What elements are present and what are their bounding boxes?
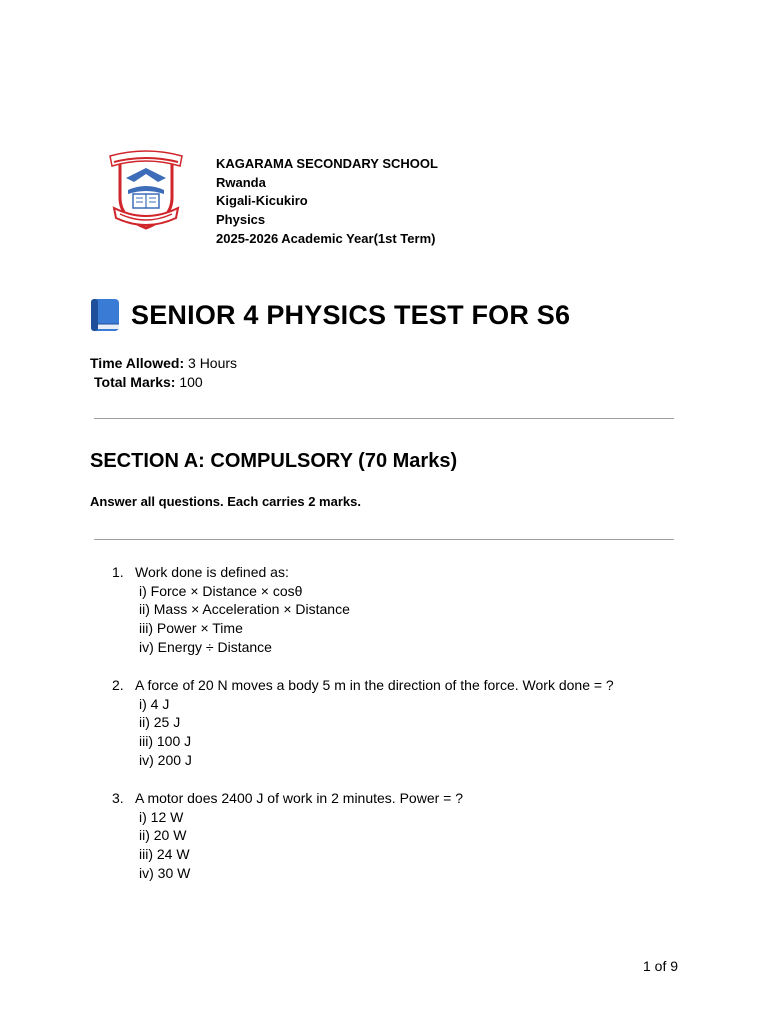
section-instructions: Answer all questions. Each carries 2 marks. bbox=[90, 494, 361, 509]
page-number: 1 of 9 bbox=[643, 958, 679, 974]
option: ii) Mass × Acceleration × Distance bbox=[139, 601, 350, 618]
option: iv) 30 W bbox=[139, 864, 191, 881]
marks-label: Total Marks: bbox=[94, 374, 176, 390]
question-text: A force of 20 N moves a body 5 m in the direction of the force. Work done = ? bbox=[135, 677, 614, 694]
question-1 bbox=[112, 563, 614, 657]
question-text: Work done is defined as: bbox=[135, 564, 289, 580]
question-number: 2. bbox=[112, 677, 124, 694]
option: i) 4 J bbox=[139, 695, 170, 712]
title-text: SENIOR 4 PHYSICS TEST FOR S6 bbox=[131, 299, 571, 330]
question-number: 3. bbox=[112, 790, 124, 807]
divider bbox=[94, 418, 674, 419]
total-marks bbox=[90, 373, 237, 392]
question-list bbox=[112, 563, 614, 902]
option: ii) 25 J bbox=[139, 714, 181, 731]
option: i) Force × Distance × cosθ bbox=[139, 582, 303, 599]
question-options bbox=[139, 695, 614, 770]
time-value: 3 Hours bbox=[184, 355, 238, 371]
blue-book-icon bbox=[89, 298, 121, 332]
school-subject: Physics bbox=[216, 212, 266, 228]
option: iv) Energy ÷ Distance bbox=[139, 638, 272, 655]
option: iv) 200 J bbox=[139, 751, 192, 768]
option: iii) 100 J bbox=[139, 733, 192, 750]
divider bbox=[94, 539, 674, 540]
option: iii) 24 W bbox=[139, 846, 190, 863]
question-text: A motor does 2400 J of work in 2 minutes. Power = ? bbox=[135, 790, 464, 807]
question-number: 1. bbox=[112, 564, 124, 580]
school-info bbox=[216, 155, 438, 249]
time-allowed bbox=[90, 354, 237, 373]
option: ii) 20 W bbox=[139, 827, 187, 844]
question-2 bbox=[112, 676, 614, 770]
school-year: 2025-2026 Academic Year(1st Term) bbox=[216, 230, 436, 246]
option: i) 12 W bbox=[139, 808, 184, 825]
question-3 bbox=[112, 789, 614, 883]
school-country: Rwanda bbox=[216, 174, 266, 190]
question-options bbox=[139, 582, 614, 657]
question-options bbox=[139, 808, 614, 883]
exam-meta bbox=[90, 354, 237, 392]
school-location: Kigali-Kicukiro bbox=[216, 193, 308, 209]
marks-value: 100 bbox=[175, 374, 203, 390]
school-crest-icon bbox=[106, 148, 186, 232]
school-name: KAGARAMA SECONDARY SCHOOL bbox=[216, 156, 438, 171]
page-title bbox=[89, 298, 570, 332]
section-title: SECTION A: COMPULSORY (70 Marks) bbox=[90, 450, 458, 472]
time-label: Time Allowed: bbox=[90, 355, 185, 371]
option: iii) Power × Time bbox=[139, 620, 243, 637]
